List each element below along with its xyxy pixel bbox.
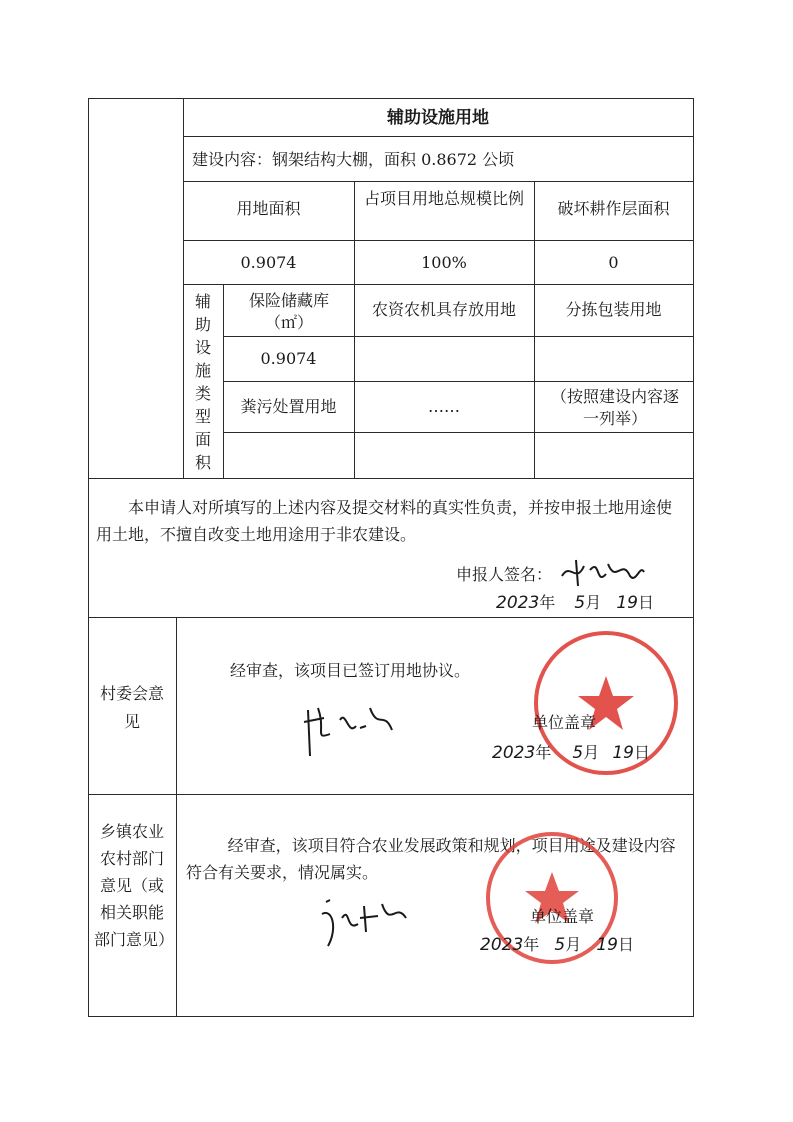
applicant-signature xyxy=(556,554,648,590)
header-proportion: 占项目用地总规模比例 xyxy=(363,189,524,208)
value-damaged-area: 0 xyxy=(608,253,619,272)
table-border-left xyxy=(88,98,89,1016)
divider-col-a xyxy=(354,181,355,478)
divider-village xyxy=(88,617,694,618)
construction-content: 建设内容：钢架结构大棚，面积 0.8672 公顷 xyxy=(192,150,515,169)
divider-type-row3 xyxy=(223,432,693,433)
town-day: 19 xyxy=(596,935,618,955)
town-signature xyxy=(316,888,416,952)
divider-headers xyxy=(183,240,693,241)
divider-declaration xyxy=(88,478,694,479)
value-land-area: 0.9074 xyxy=(240,253,297,272)
divider-left-col xyxy=(183,98,184,478)
table-border-top xyxy=(88,98,694,99)
type-manure: 粪污处置用地 xyxy=(240,397,337,416)
declaration-date: 2023年 5月 19日 xyxy=(496,593,654,613)
village-label: 村委会意见 xyxy=(99,684,164,731)
table-border-right xyxy=(693,98,694,1016)
village-signature xyxy=(300,700,400,760)
town-date: 2023年 5月 19日 xyxy=(480,935,634,955)
type-machinery: 农资农机具存放用地 xyxy=(371,300,516,319)
type-packing: 分拣包装用地 xyxy=(565,300,662,319)
divider-title xyxy=(183,136,693,137)
divider-type-row1 xyxy=(223,336,693,337)
declaration-day: 19 xyxy=(616,593,638,613)
village-day: 19 xyxy=(612,743,634,763)
town-year: 2023 xyxy=(480,935,524,955)
divider-content xyxy=(183,181,693,182)
village-stamp-label: 单位盖章 xyxy=(532,713,597,732)
side-label: 辅 助 设 施 类 型 面 积 xyxy=(194,292,211,472)
divider-town xyxy=(88,794,694,795)
type-storage-value: 0.9074 xyxy=(260,349,317,368)
divider-values xyxy=(183,284,693,285)
type-ellipsis: …… xyxy=(428,397,460,416)
declaration-year: 2023 xyxy=(496,593,540,613)
header-damaged-area: 破坏耕作层面积 xyxy=(557,199,670,218)
village-opinion: 经审查，该项目已签订用地协议。 xyxy=(230,661,471,680)
aux-table-title: 辅助设施用地 xyxy=(387,108,489,128)
town-opinion: 经审查，该项目符合农业发展政策和规划，项目用途及建设内容符合有关要求，情况属实。 xyxy=(186,836,676,882)
divider-side xyxy=(223,284,224,478)
type-note: （按照建设内容逐一列举） xyxy=(550,387,679,428)
declaration-text: 本申请人对所填写的上述内容及提交材料的真实性负责，并按申报土地用途使用土地，不擅自改变土地用途用于非农建设。 xyxy=(96,498,673,544)
table-border-bottom xyxy=(88,1016,694,1017)
header-land-area: 用地面积 xyxy=(236,199,301,218)
declaration-month: 5 xyxy=(574,593,586,613)
value-proportion: 100% xyxy=(421,253,467,272)
village-month: 5 xyxy=(572,743,584,763)
village-date: 2023年 5月 19日 xyxy=(492,743,650,763)
declaration-sign-label: 申报人签名： xyxy=(456,565,553,584)
town-label: 乡镇农业农村部门意见（或相关职能部门意见） xyxy=(94,822,175,949)
town-month: 5 xyxy=(554,935,566,955)
type-storage: 保险储藏库（㎡） xyxy=(248,291,329,332)
divider-type-row2 xyxy=(223,381,693,382)
divider-label-col xyxy=(176,617,177,1016)
town-stamp-label: 单位盖章 xyxy=(530,907,595,926)
divider-col-b xyxy=(534,181,535,478)
village-year: 2023 xyxy=(492,743,536,763)
